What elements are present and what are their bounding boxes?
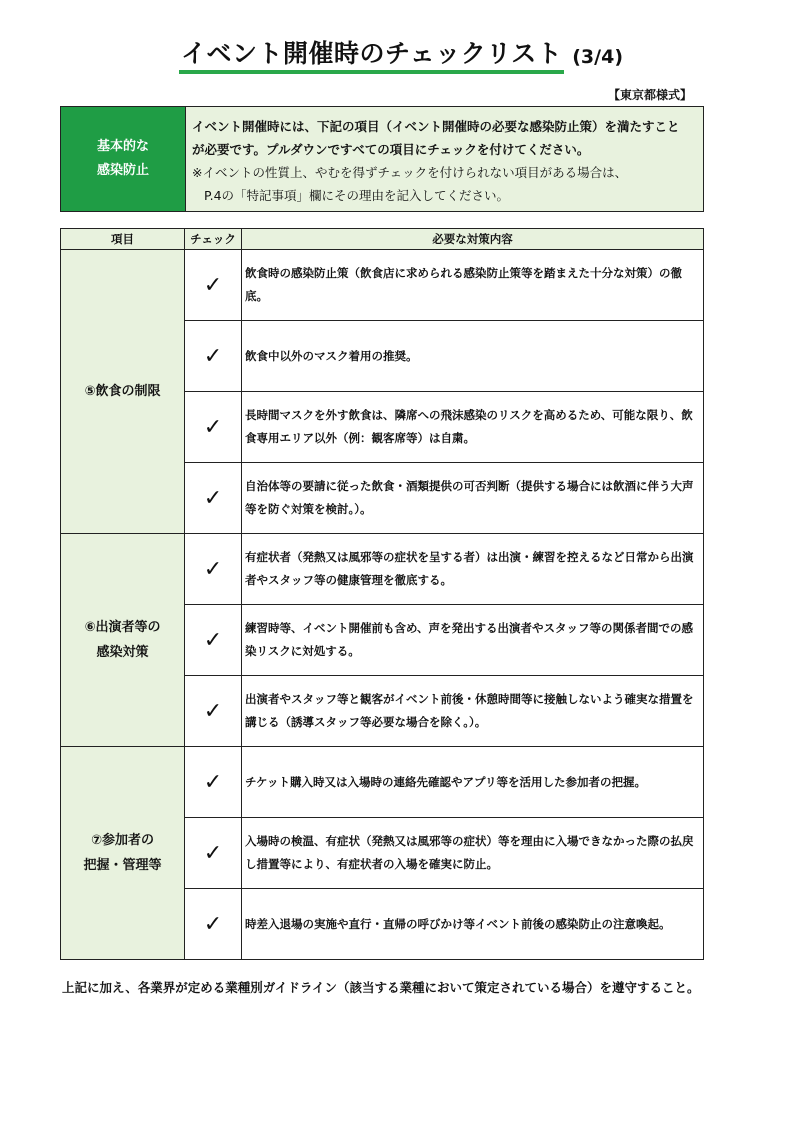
table-row (61, 250, 704, 321)
table-row (61, 534, 704, 605)
basic-policy-line: が必要です。プルダウンですべての項目にチェックを付けてください。 (192, 142, 590, 157)
measure-text: 出演者やスタッフ等と観客がイベント前後・休憩時間等に接触しないよう確実な措置を講じる（誘導スタッフ等必要な場合を除く。）。 (242, 676, 704, 747)
measure-text: 時差入退場の実施や直行・直帰の呼びかけ等イベント前後の感染防止の注意喚起。 (242, 889, 704, 960)
measure-text: 自治体等の要請に従った飲食・酒類提供の可否判断（提供する場合には飲酒に伴う大声等を防ぐ対策を検討。）。 (242, 463, 704, 534)
table-header-row (61, 229, 704, 250)
table-row (61, 747, 704, 818)
checklist-table (60, 228, 704, 960)
check-dropdown[interactable]: ✓ (185, 392, 242, 463)
form-label: 【東京都様式】 (607, 88, 692, 102)
check-dropdown[interactable]: ✓ (185, 321, 242, 392)
check-dropdown[interactable]: ✓ (185, 818, 242, 889)
basic-policy-body (186, 107, 703, 211)
measure-text: 長時間マスクを外す飲食は、隣席への飛沫感染のリスクを高めるため、可能な限り、飲食専用エリア以外（例：観客席等）は自粛。 (242, 392, 704, 463)
page-title: イベント開催時のチェックリスト (179, 38, 564, 74)
column-header-item: 項目 (61, 229, 185, 250)
measure-text: チケット購入時又は入場時の連絡先確認やアプリ等を活用した参加者の把握。 (242, 747, 704, 818)
check-dropdown[interactable]: ✓ (185, 250, 242, 321)
check-dropdown[interactable]: ✓ (185, 463, 242, 534)
check-dropdown[interactable]: ✓ (185, 534, 242, 605)
measure-text: 入場時の検温、有症状（発熱又は風邪等の症状）等を理由に入場できなかった際の払戻し措置等により、有症状者の入場を確実に防止。 (242, 818, 704, 889)
measure-text: 練習時等、イベント開催前も含め、声を発出する出演者やスタッフ等の関係者間での感染リスクに対処する。 (242, 605, 704, 676)
check-dropdown[interactable]: ✓ (185, 605, 242, 676)
page-number: (3/4) (572, 46, 623, 68)
column-header-measures: 必要な対策内容 (242, 229, 704, 250)
check-dropdown[interactable]: ✓ (185, 747, 242, 818)
basic-policy-line: イベント開催時には、下記の項目（イベント開催時の必要な感染防止策）を満たすこと (192, 119, 680, 134)
basic-policy-box (60, 106, 704, 212)
basic-policy-note: P.4の「特記事項」欄にその理由を記入してください。 (204, 188, 510, 203)
measure-text: 有症状者（発熱又は風邪等の症状を呈する者）は出演・練習を控えるなど日常から出演者やスタッフ等の健康管理を徹底する。 (242, 534, 704, 605)
measure-text: 飲食中以外のマスク着用の推奨。 (242, 321, 704, 392)
page-header (0, 38, 802, 76)
category-cell: ⑤飲食の制限 (61, 250, 185, 534)
column-header-check: チェック (185, 229, 242, 250)
footer-note: 上記に加え、各業界が定める業種別ガイドライン（該当する業種において策定されている場合）を遵守すること。 (62, 980, 700, 995)
check-dropdown[interactable]: ✓ (185, 676, 242, 747)
category-cell: ⑥出演者等の 感染対策 (61, 534, 185, 747)
check-dropdown[interactable]: ✓ (185, 889, 242, 960)
category-cell: ⑦参加者の 把握・管理等 (61, 747, 185, 960)
basic-policy-heading: 基本的な 感染防止 (61, 107, 186, 211)
measure-text: 飲食時の感染防止策（飲食店に求められる感染防止策等を踏まえた十分な対策）の徹底。 (242, 250, 704, 321)
basic-policy-note: ※イベントの性質上、やむを得ずチェックを付けられない項目がある場合は、 (192, 165, 628, 180)
